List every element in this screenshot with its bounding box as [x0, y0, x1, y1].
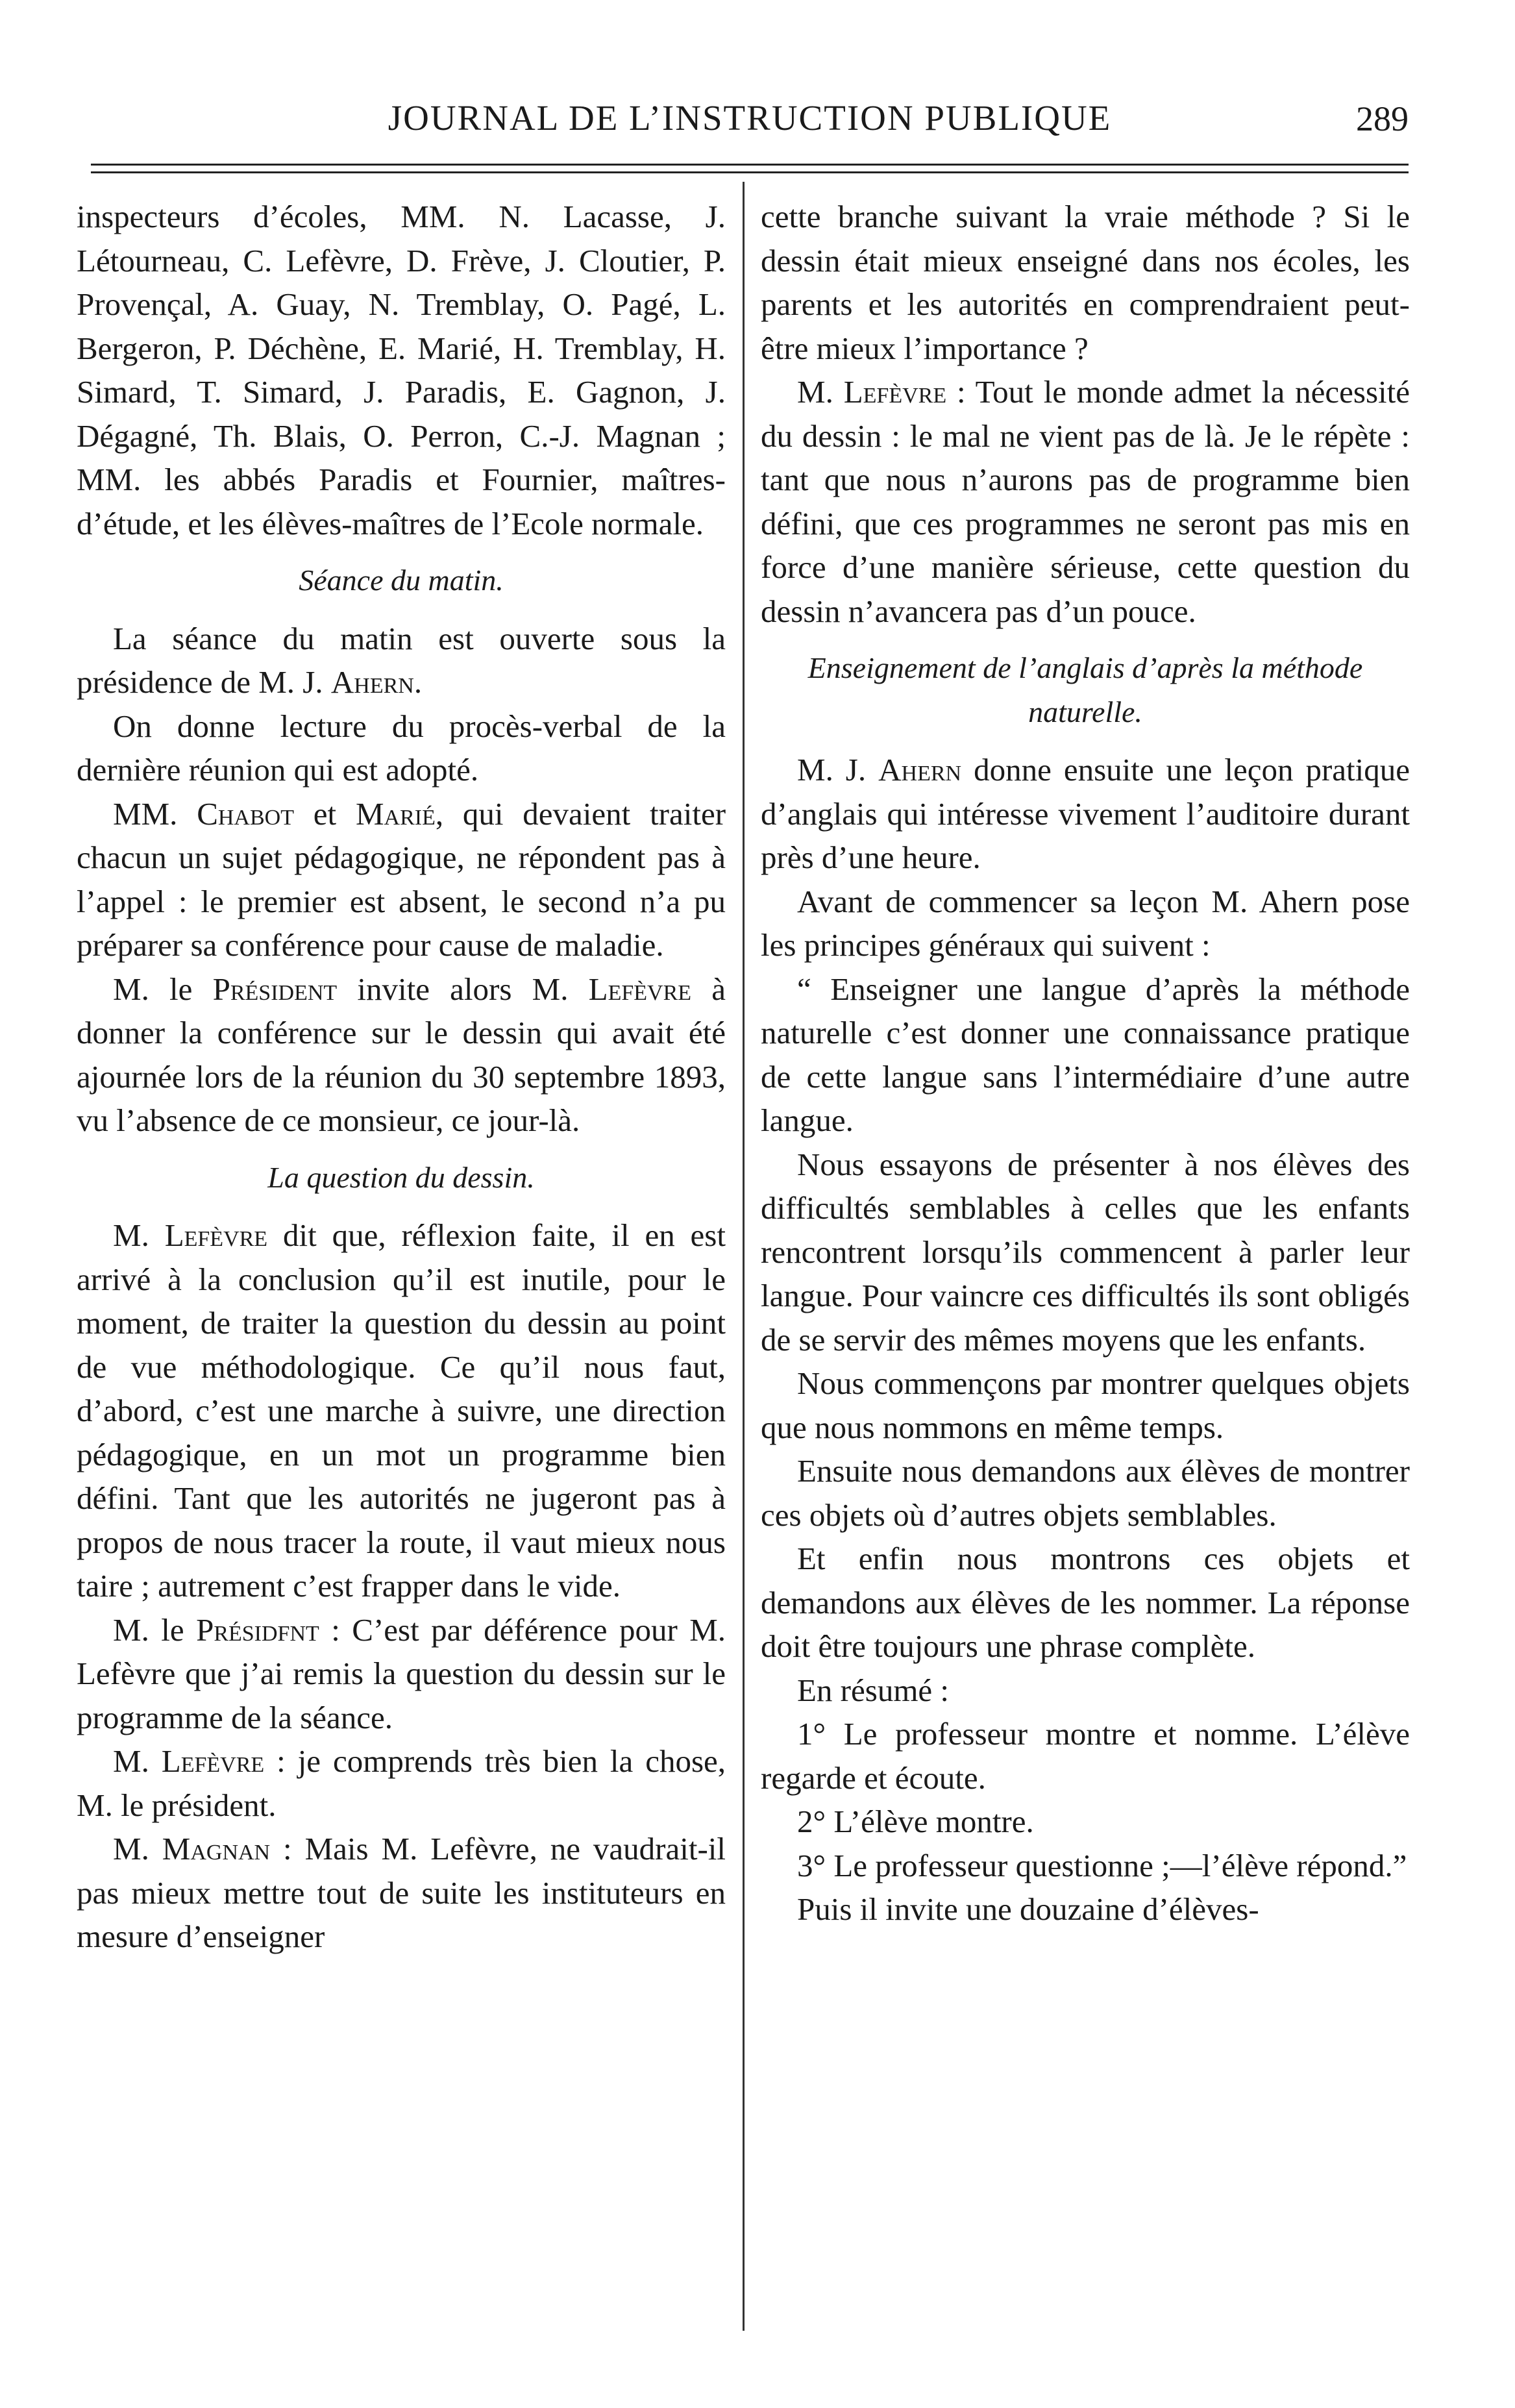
text-run: : Tout le monde admet la nécessité du dessin : le mal ne vient pas de là. Je le répète : tant que nous n’aurons pas de programme bien défini, que ces programmes ne seront pas mis en force d’une manière sérieuse, cette question du dessin n’avancera pas d’un pouce.	[761, 374, 1410, 629]
name-magnan: Magnan	[162, 1831, 271, 1867]
paragraph-ensuite: Ensuite nous demandons aux élèves de montrer ces objets où d’autres objets semblables.	[761, 1453, 1410, 1533]
paragraph-step-2: 2° L’élève montre.	[797, 1804, 1034, 1839]
text-run: .	[413, 664, 423, 700]
name-lefevre: Lefèvre	[843, 374, 947, 410]
paragraph-lefevre-dessin	[761, 370, 1410, 633]
paragraph-invite	[77, 967, 726, 1143]
name-ahern: Ahern	[330, 664, 414, 700]
running-title: JOURNAL DE L’INSTRUCTION PUBLIQUE	[388, 98, 1112, 138]
text-run: M.	[113, 1743, 149, 1779]
paragraph-step-1: 1° Le professeur montre et nomme. L’élève regarde et écoute.	[761, 1716, 1410, 1796]
paragraph-lefevre-speech	[77, 1213, 726, 1608]
header-rule-top	[91, 164, 1409, 166]
heading-seance-du-matin: Séance du matin.	[299, 564, 504, 597]
text-run: M. le	[113, 1611, 184, 1648]
header-rule-bottom	[91, 171, 1409, 173]
paragraph-puis: Puis il invite une douzaine d’élèves-	[797, 1891, 1259, 1927]
right-column	[761, 195, 1410, 1931]
paragraph-avant: Avant de commencer sa leçon M. Ahern pose les principes généraux qui suivent :	[761, 883, 1410, 963]
name-lefevre: Lefèvre	[161, 1743, 265, 1779]
paragraph-president-reply	[77, 1608, 726, 1740]
text-run: dit que, réflexion faite, il en est arrivé à la conclusion qu’il est inutile, pour le moment, de traiter la question du dessin au point de vue méthodologique. Ce qu’il nous faut, d’abord, c’est une marche à suivre, une direction pédagogique, en un mot un programme bien défini. Tant que les autorités ne jugeront pas à propos de nous tracer la route, il vaut mieux nous taire ; autrement c’est frapper dans le vide.	[77, 1217, 726, 1604]
text-run: : C’est par déférence pour M. Lefèvre que j’ai remis la question du dessin sur le programme de la séance.	[77, 1611, 726, 1735]
text-run: MM.	[113, 795, 178, 832]
paragraph-opening	[77, 617, 726, 704]
paragraph-quote: “ Enseigner une langue d’après la méthode naturelle c’est donner une connaissance pratique de cette langue sans l’intermédiaire d’une autre langue.	[761, 971, 1410, 1138]
heading-enseignement-anglais: Enseignement de l’anglais d’après la méthode naturelle.	[807, 651, 1363, 728]
text-run: M.	[797, 374, 833, 410]
text-run: : Mais M. Lefèvre, ne vaudrait-il pas mieux mettre tout de suite les instituteurs en mesure d’enseigner	[77, 1831, 726, 1954]
page-header	[91, 91, 1409, 149]
column-divider	[743, 182, 745, 2331]
paragraph-enfin: Et enfin nous montrons ces objets et demandons aux élèves de les nommer. La réponse doit être toujours une phrase complète.	[761, 1541, 1410, 1664]
paragraph-essayons: Nous essayons de présenter à nos élèves des difficultés semblables à celles que les enfants rencontrent lorsqu’ils commencent à parler leur langue. Pour vaincre ces difficultés ils sont obligés de se servir des mêmes moyens que les enfants.	[761, 1146, 1410, 1358]
text-run: M.	[113, 1217, 149, 1253]
text-run: invite alors M.	[357, 971, 569, 1007]
text-run: donne ensuite une leçon pratique d’anglais qui intéresse vivement l’auditoire durant près d’une heure.	[761, 752, 1410, 875]
paragraph-ahern-lesson	[761, 748, 1410, 880]
paragraph-lecture: On donne lecture du procès-verbal de la dernière réunion qui est adopté.	[77, 708, 726, 788]
name-chabot: Chabot	[197, 795, 294, 832]
paragraph-lefevre-reply	[77, 1739, 726, 1827]
left-column	[77, 195, 726, 1959]
text-run: et	[313, 795, 337, 832]
text-run: M. le	[113, 971, 193, 1007]
name-ahern: Ahern	[878, 752, 962, 788]
text-run: M.	[113, 1831, 149, 1867]
name-marie: Marié	[355, 795, 436, 832]
text-run: à donner la conférence sur le dessin qui avait été ajournée lors de la réunion du 30 septembre 1893, vu l’absence de ce monsieur, ce jour-là.	[77, 971, 726, 1138]
text-run: M. J.	[797, 752, 867, 788]
page-number: 289	[1356, 99, 1409, 138]
text-run: : je comprends très bien la chose, M. le président.	[77, 1743, 726, 1823]
paragraph-magnan	[77, 1827, 726, 1959]
name-lefevre: Lefèvre	[164, 1217, 268, 1253]
paragraph-absent	[77, 792, 726, 967]
text-run: , qui devaient traiter chacun un sujet pédagogique, ne répondent pas à l’appel : le premier est absent, le second n’a pu préparer sa conférence pour cause de maladie.	[77, 795, 726, 963]
name-president: Président	[212, 971, 338, 1007]
name-lefevre: Lefèvre	[588, 971, 692, 1007]
paragraph-continue: cette branche suivant la vraie méthode ? Si le dessin était mieux enseigné dans nos écoles, les parents et les autorités en comprendraient peut-être mieux l’importance ?	[761, 199, 1410, 366]
heading-question-du-dessin: La question du dessin.	[267, 1160, 535, 1194]
text-run: La séance du matin est ouverte sous la présidence de M. J.	[77, 620, 726, 700]
name-president: Présidfnt	[196, 1611, 319, 1648]
paragraph-step-3: 3° Le professeur questionne ;—l’élève répond.”	[797, 1847, 1407, 1883]
paragraph-resume: En résumé :	[797, 1672, 950, 1708]
paragraph-attendees: inspecteurs d’écoles, MM. N. Lacasse, J. Létourneau, C. Lefèvre, D. Frève, J. Cloutier, P. Provençal, A. Guay, N. Tremblay, O. Pagé, L. Bergeron, P. Déchène, E. Marié, H. Tremblay, H. Simard, T. Simard, J. Paradis, E. Gagnon, J. Dégagné, Th. Blais, O. Perron, C.-J. Magnan ; MM. les abbés Paradis et Fournier, maîtres-d’étude, et les élèves-maîtres de l’Ecole normale.	[77, 199, 726, 541]
paragraph-commencons: Nous commençons par montrer quelques objets que nous nommons en même temps.	[761, 1365, 1410, 1445]
